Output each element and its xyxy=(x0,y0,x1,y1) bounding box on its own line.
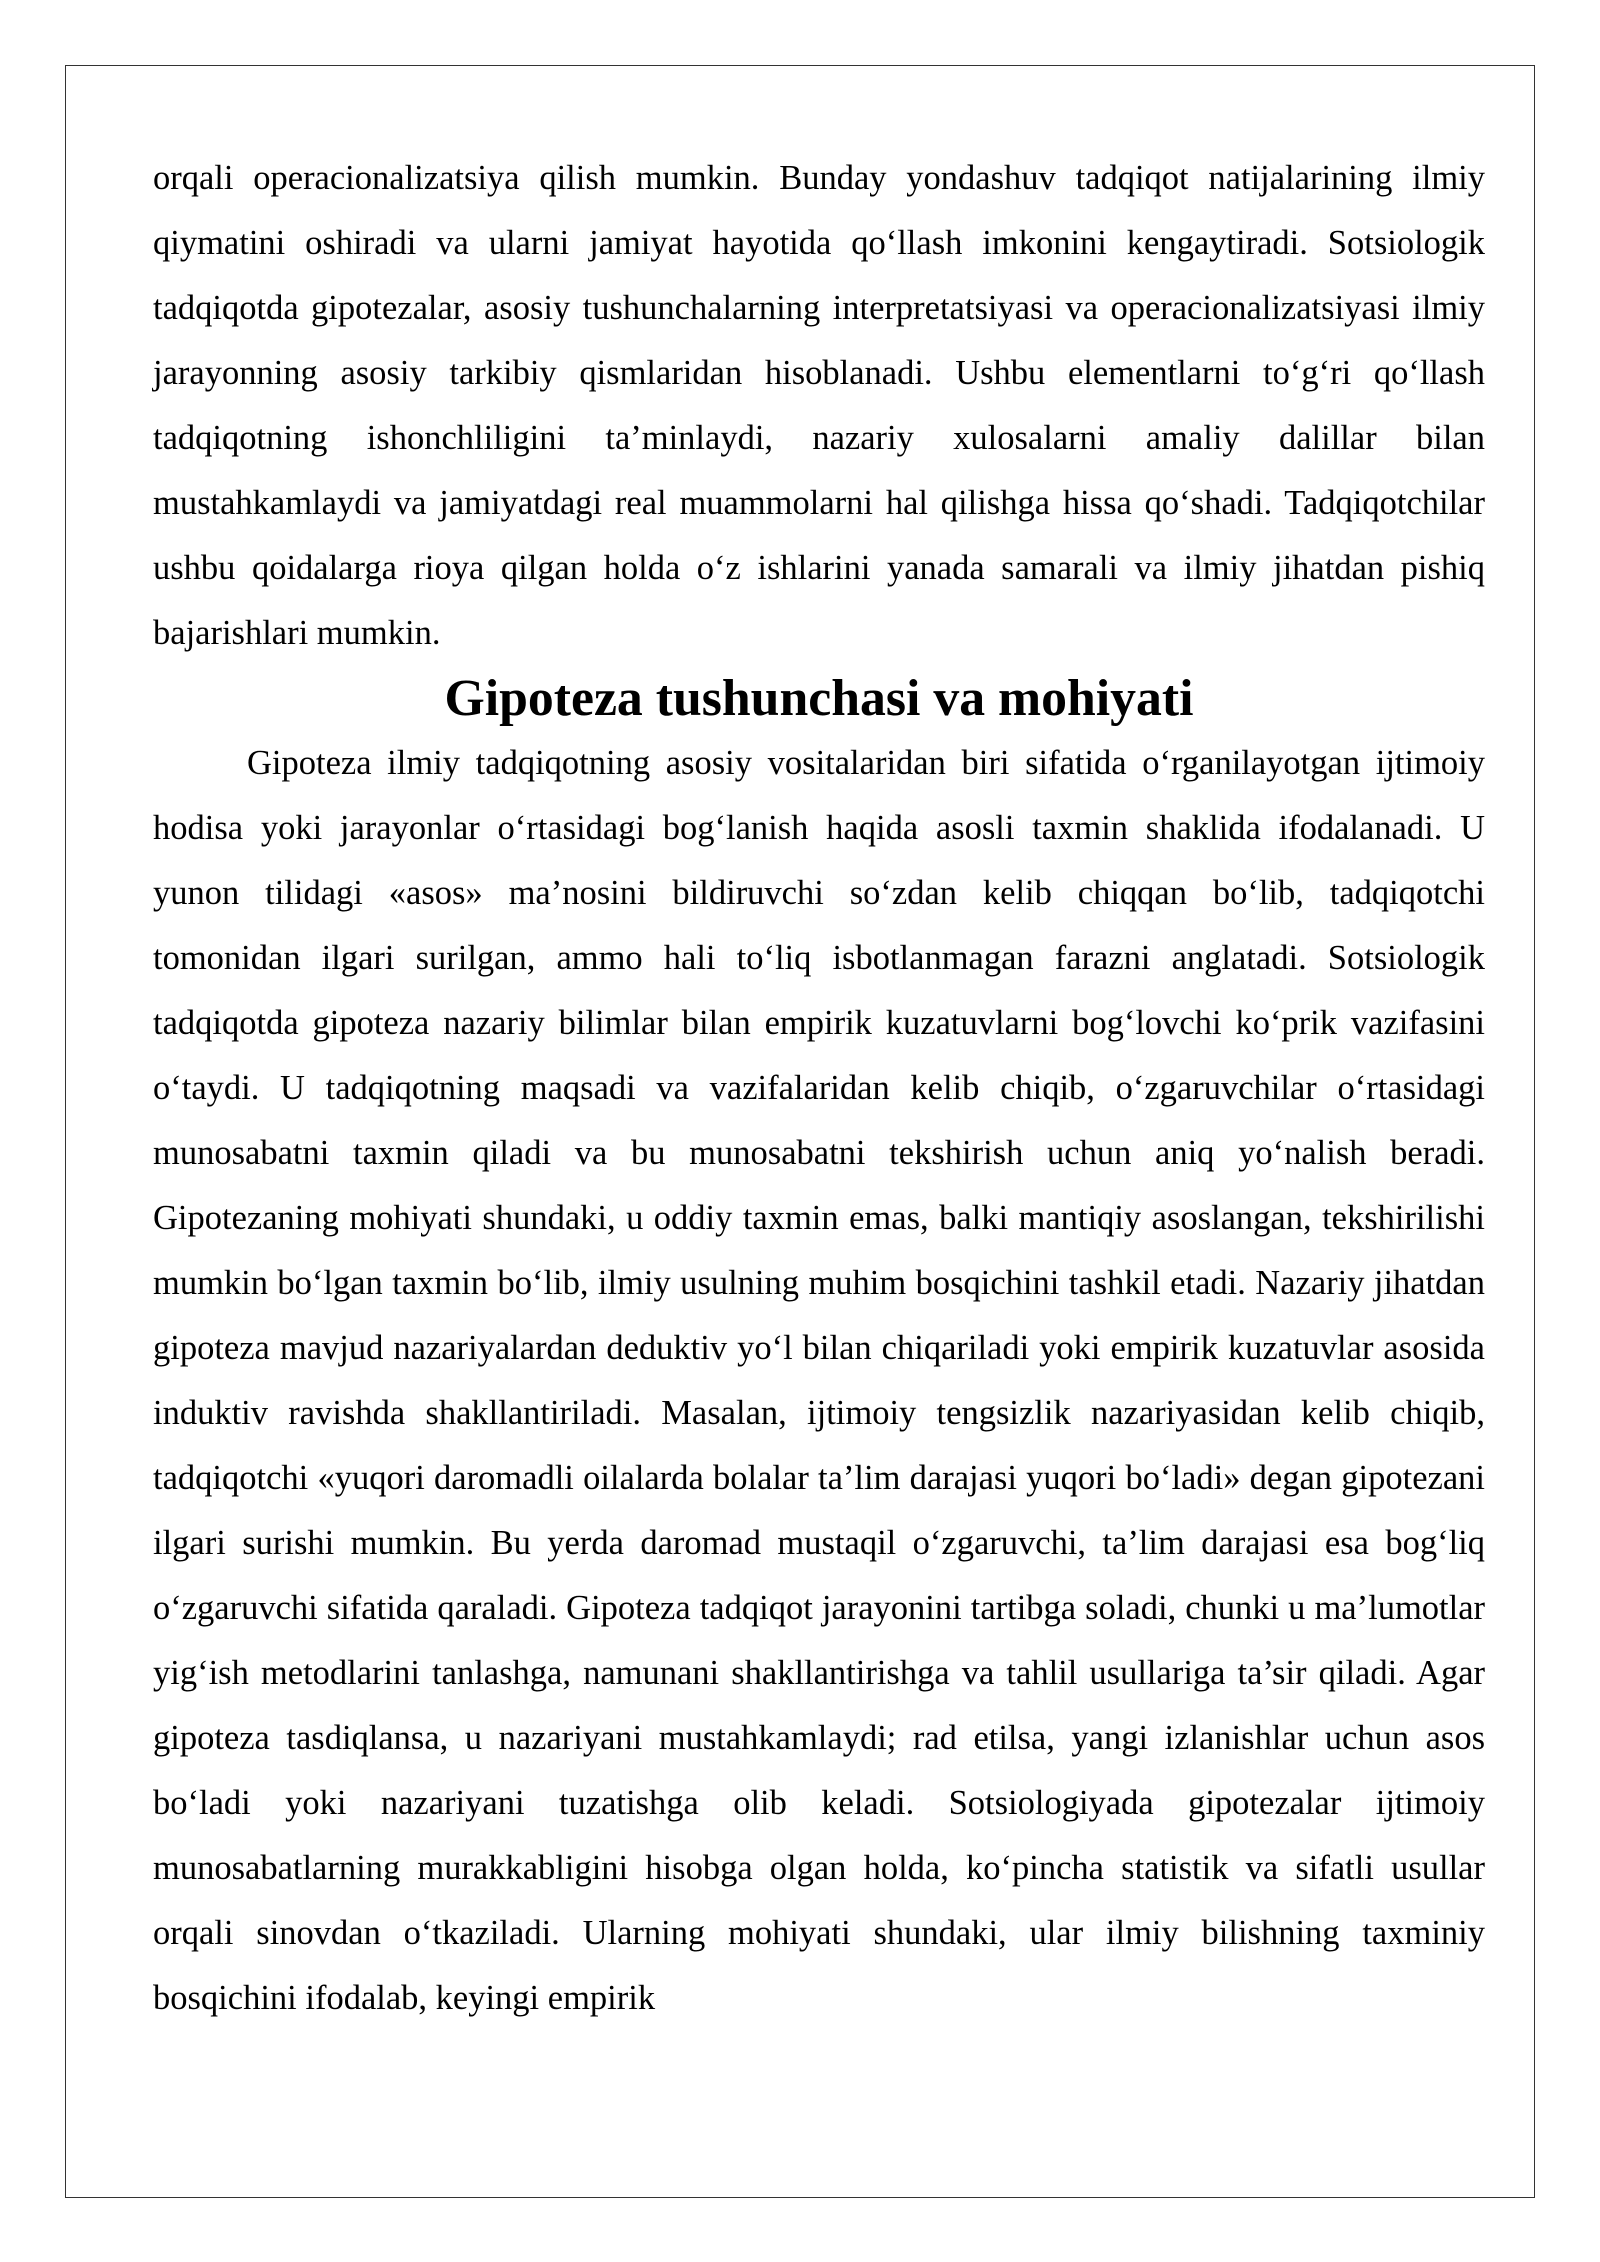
document-body xyxy=(153,146,1485,2031)
paragraph-main: Gipoteza ilmiy tadqiqotning asosiy vositalaridan biri sifatida o‘rganilayotgan ijtimoiy hodisa yoki jarayonlar o‘rtasidagi bog‘lanish haqida asosli taxmin shaklida ifodalanadi. U yunon tilidagi «asos» ma’nosini bildiruvchi so‘zdan kelib chiqqan bo‘lib, tadqiqotchi tomonidan ilgari surilgan, ammo hali to‘liq isbotlanmagan farazni anglatadi. Sotsiologik tadqiqotda gipoteza nazariy bilimlar bilan empirik kuzatuvlarni bog‘lovchi ko‘prik vazifasini o‘taydi. U tadqiqotning maqsadi va vazifalaridan kelib chiqib, o‘zgaruvchilar o‘rtasidagi munosabatni taxmin qiladi va bu munosabatni tekshirish uchun aniq yo‘nalish beradi. Gipotezaning mohiyati shundaki, u oddiy taxmin emas, balki mantiqiy asoslangan, tekshirilishi mumkin bo‘lgan taxmin bo‘lib, ilmiy usulning muhim bosqichini tashkil etadi. Nazariy jihatdan gipoteza mavjud nazariyalardan deduktiv yo‘l bilan chiqariladi yoki empirik kuzatuvlar asosida induktiv ravishda shakllantiriladi. Masalan, ijtimoiy tengsizlik nazariyasidan kelib chiqib, tadqiqotchi «yuqori daromadli oilalarda bolalar ta’lim darajasi yuqori bo‘ladi» degan gipotezani ilgari surishi mumkin. Bu yerda daromad mustaqil o‘zgaruvchi, ta’lim darajasi esa bog‘liq o‘zgaruvchi sifatida qaraladi. Gipoteza tadqiqot jarayonini tartibga soladi, chunki u ma’lumotlar yig‘ish metodlarini tanlashga, namunani shakllantirishga va tahlil usullariga ta’sir qiladi. Agar gipoteza tasdiqlansa, u nazariyani mustahkamlaydi; rad etilsa, yangi izlanishlar uchun asos bo‘ladi yoki nazariyani tuzatishga olib keladi. Sotsiologiyada gipotezalar ijtimoiy munosabatlarning murakkabligini hisobga olgan holda, ko‘pincha statistik va sifatli usullar orqali sinovdan o‘tkaziladi. Ularning mohiyati shundaki, ular ilmiy bilishning taxminiy bosqichini ifodalab, keyingi empirik xyxy=(153,744,1485,2017)
section-heading: Gipoteza tushunchasi va mohiyati xyxy=(444,670,1194,727)
paragraph-continued: orqali operacionalizatsiya qilish mumkin. Bunday yondashuv tadqiqot natijalarining ilmiy qiymatini oshiradi va ularni jamiyat hayotida qo‘llash imkonini kengaytiradi. Sotsiologik tadqiqotda gipotezalar, asosiy tushunchalarning interpretatsiyasi va operacionalizatsiyasi ilmiy jarayonning asosiy tarkibiy qismlaridan hisoblanadi. Ushbu elementlarni to‘g‘ri qo‘llash tadqiqotning ishonchliligini ta’minlaydi, nazariy xulosalarni amaliy dalillar bilan mustahkamlaydi va jamiyatdagi real muammolarni hal qilishga hissa qo‘shadi. Tadqiqotchilar ushbu qoidalarga rioya qilgan holda o‘z ishlarini yanada samarali va ilmiy jihatdan pishiq bajarishlari mumkin. xyxy=(153,159,1485,652)
